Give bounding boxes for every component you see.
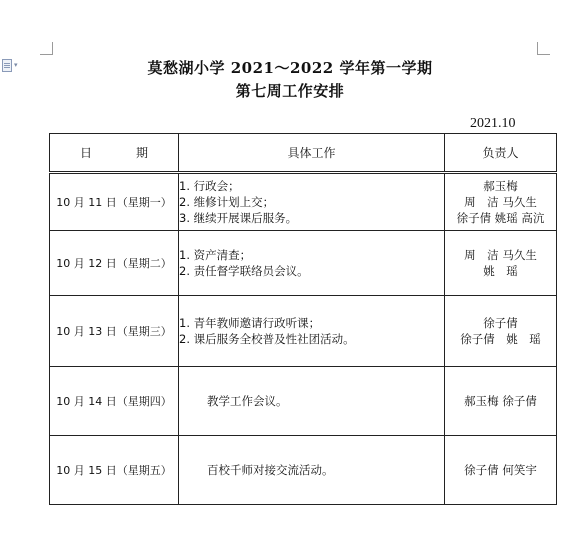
row-person: 郝玉梅 徐子倩: [445, 367, 557, 436]
page-margin-mark-top-right: [537, 42, 550, 55]
header-work: 具体工作: [179, 134, 445, 173]
row-person: 周 洁 马久生 姚 瑶: [445, 231, 557, 296]
document-subtitle: 第七周工作安排: [235, 82, 345, 100]
table-row: [50, 296, 557, 367]
table-row: [50, 436, 557, 505]
row-work: 1. 行政会； 2. 维修计划上交； 3. 继续开展课后服务。: [179, 173, 445, 231]
header-person: 负责人: [445, 134, 557, 173]
row-date: 10 月 11 日（星期一）: [50, 173, 179, 231]
table-row: [50, 173, 557, 231]
row-work: 1. 资产清查； 2. 责任督学联络员会议。: [179, 231, 445, 296]
row-date: 10 月 12 日（星期二）: [50, 231, 179, 296]
row-person: 郝玉梅 周 洁 马久生 徐子倩 姚瑶 高沆: [445, 173, 557, 231]
row-work: 教学工作会议。: [179, 367, 445, 436]
row-work: 百校千师对接交流活动。: [179, 436, 445, 505]
page-margin-mark-top-left: [40, 42, 53, 55]
caret-down-icon: ▾: [14, 61, 18, 69]
table-row: [50, 231, 557, 296]
row-date: 10 月 15 日（星期五）: [50, 436, 179, 505]
document-date: 2021.10: [470, 116, 516, 131]
schedule-table: [49, 133, 557, 505]
row-person: 徐子倩 徐子倩 姚 瑶: [445, 296, 557, 367]
row-date: 10 月 13 日（星期三）: [50, 296, 179, 367]
row-person: 徐子倩 何笑宇: [445, 436, 557, 505]
row-date: 10 月 14 日（星期四）: [50, 367, 179, 436]
row-work: 1. 青年教师邀请行政听课； 2. 课后服务全校普及性社团活动。: [179, 296, 445, 367]
header-date: 日 期: [50, 134, 179, 173]
table-row: [50, 367, 557, 436]
table-header-row: [50, 134, 557, 173]
document-title: 莫愁湖小学 2021～2022 学年第一学期: [147, 59, 433, 77]
